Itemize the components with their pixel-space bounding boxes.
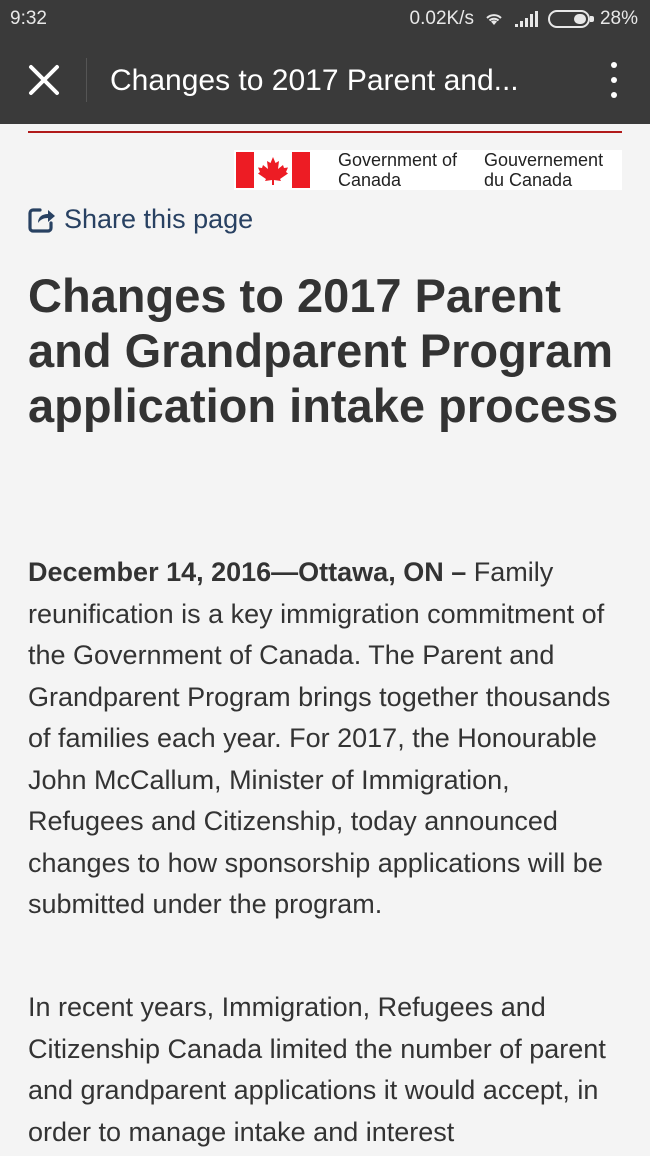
network-speed: 0.02K/s: [409, 8, 474, 29]
page-title: Changes to 2017 Parent and Grandparent Program application intake process: [28, 269, 619, 432]
menu-dot-icon: [611, 62, 617, 68]
article-paragraph: In recent years, Immigration, Refugees and Citizenship Canada limited the number of parent and grandparent applications it would accept, in order to manage intake and interest: [28, 992, 606, 1147]
browser-toolbar: [0, 36, 650, 124]
header-rule: [28, 131, 622, 133]
overflow-menu-button[interactable]: [606, 58, 622, 102]
article-paragraph-text: Family reunification is a key immigration commitment of the Government of Canada. The Parent and Grandparent Program brings together thousands of families each year. For 2017, the Honourable John McCallum, Minister of Immigration, Refugees and Citizenship, today announced changes to how sponsorship applications will be submitted under the program.: [28, 557, 611, 919]
article-paragraph: [28, 552, 628, 926]
status-bar: [0, 0, 650, 36]
toolbar-divider: [86, 58, 87, 102]
page-tab-title: Changes to 2017 Parent and...: [110, 64, 519, 97]
wifi-icon: [484, 11, 504, 27]
article-dateline: December 14, 2016—Ottawa, ON –: [28, 557, 467, 587]
status-time: 9:32: [10, 8, 47, 29]
government-of-canada-logo[interactable]: [234, 150, 622, 190]
share-icon: [26, 205, 56, 235]
canada-flag-icon: [236, 152, 310, 188]
battery-icon: [548, 10, 590, 28]
menu-dot-icon: [611, 77, 617, 83]
signal-icon: [514, 11, 538, 27]
share-label: Share this page: [64, 204, 254, 234]
close-icon: [22, 58, 66, 102]
close-button[interactable]: [22, 58, 66, 102]
gouvernement-du-canada-fr: Gouvernement du Canada: [484, 150, 604, 190]
menu-dot-icon: [611, 92, 617, 98]
page-content: [0, 124, 650, 1156]
battery-percent: 28%: [599, 8, 638, 29]
share-this-page-link[interactable]: [26, 204, 253, 235]
government-of-canada-en: Government of Canada: [338, 150, 458, 190]
status-indicators: [410, 8, 638, 30]
